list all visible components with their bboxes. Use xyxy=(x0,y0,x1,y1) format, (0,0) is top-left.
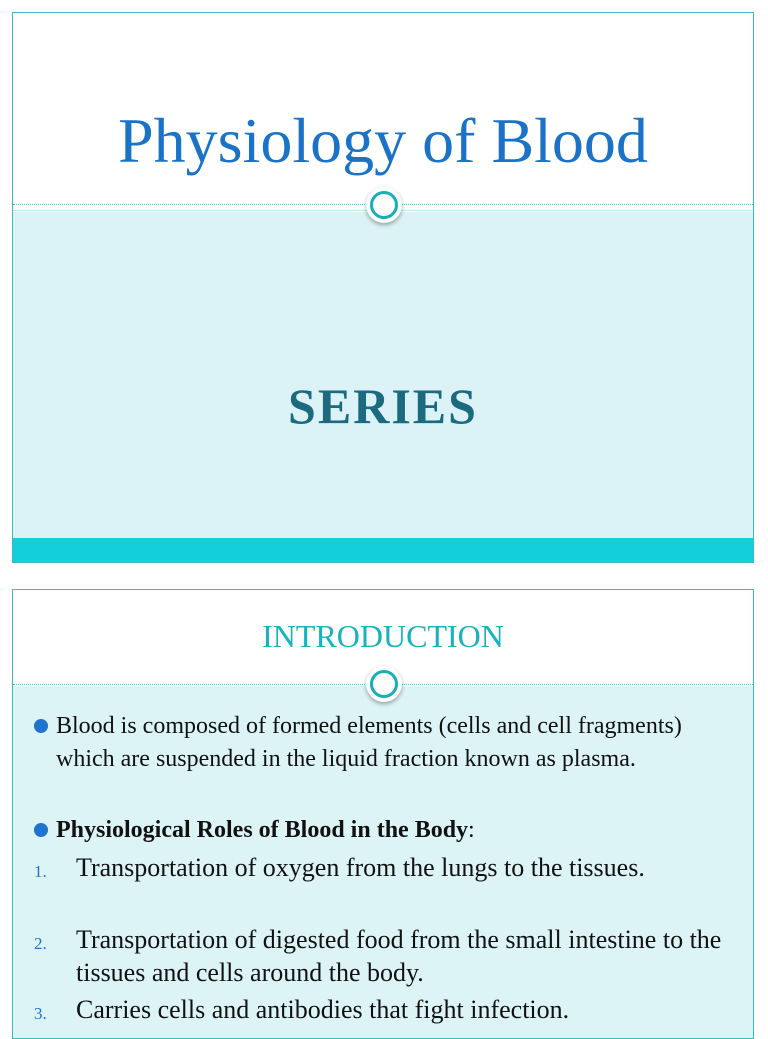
numbered-item xyxy=(34,851,734,917)
slide-subtitle: SERIES xyxy=(288,378,478,434)
ring-ornament-icon xyxy=(366,187,402,223)
bullet-dot-icon xyxy=(34,823,48,837)
bullet-text: Blood is composed of formed elements (cells and cell fragments) which are suspended in the liquid fraction known as plasma. xyxy=(56,713,682,772)
ring-ornament-icon xyxy=(366,666,402,702)
item-text: Transportation of digested food from the small intestine to the tissues and cells around the body. xyxy=(76,925,722,987)
bullet-item xyxy=(34,710,734,810)
item-number: 1. xyxy=(34,862,47,881)
introduction-slide xyxy=(12,589,754,1039)
bullet-suffix: : xyxy=(468,817,475,843)
slide-title: Physiology of Blood xyxy=(118,105,648,176)
numbered-item xyxy=(34,923,734,989)
bullet-item xyxy=(34,814,734,848)
bullet-bold-text: Physiological Roles of Blood in the Body xyxy=(56,817,469,843)
item-number: 3. xyxy=(34,1004,47,1023)
title-slide xyxy=(12,12,754,563)
item-text: Carries cells and antibodies that fight infection. xyxy=(76,995,570,1024)
title-slide-panel xyxy=(13,212,753,538)
item-number: 2. xyxy=(34,934,47,953)
accent-bar xyxy=(13,538,753,563)
item-text: Transportation of oxygen from the lungs to the tissues. xyxy=(76,853,645,882)
slide-heading: INTRODUCTION xyxy=(262,618,504,654)
numbered-item xyxy=(34,993,734,1027)
bullet-dot-icon xyxy=(34,719,48,733)
